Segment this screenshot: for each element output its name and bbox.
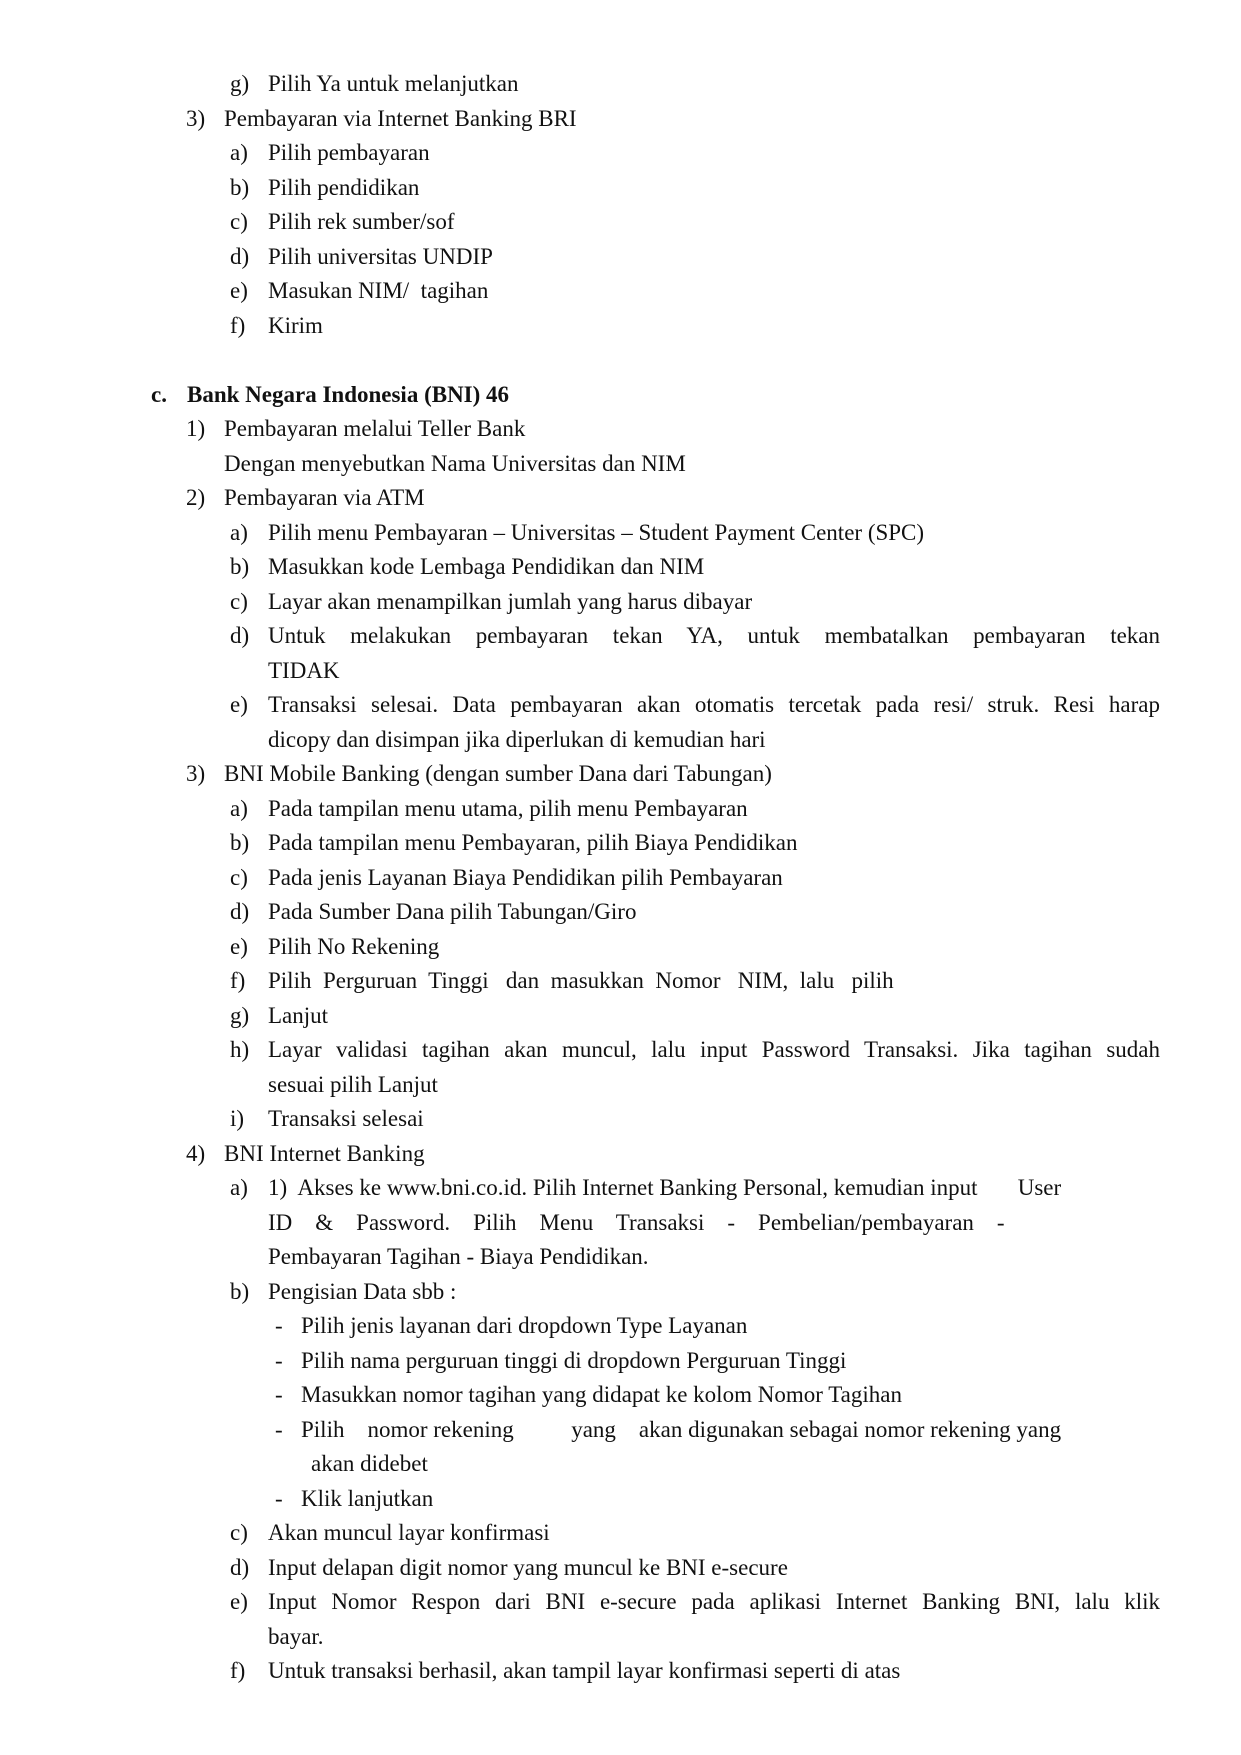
item-text: Pilih jenis layanan dari dropdown Type Layanan	[301, 1313, 748, 1338]
item-marker: c)	[230, 209, 248, 234]
item-marker: h)	[230, 1037, 250, 1062]
item-marker: d)	[230, 899, 250, 924]
list-item	[0, 1275, 1241, 1310]
item-text: dicopy dan disimpan jika diperlukan di kemudian hari	[268, 726, 766, 752]
item-text: Pilih menu Pembayaran – Universitas – Student Payment Center (SPC)	[268, 519, 925, 545]
list-item	[0, 481, 1241, 516]
list-item	[0, 585, 1241, 620]
item-text: Dengan menyebutkan Nama Universitas dan NIM	[224, 450, 686, 476]
item-marker: f)	[230, 1658, 246, 1683]
item-text: Pilih rek sumber/sof	[268, 209, 455, 234]
item-text: Pilih Ya untuk melanjutkan	[268, 71, 519, 96]
item-text: Transaksi selesai. Data pembayaran akan otomatis tercetak pada resi/ struk. Resi harap	[268, 692, 1160, 717]
list-item	[0, 412, 1241, 447]
item-text: Pilih nama perguruan tinggi di dropdown Perguruan Tinggi	[301, 1347, 847, 1373]
item-text: Input Nomor Respon dari BNI e-secure pada aplikasi Internet Banking BNI, lalu klik	[268, 1589, 1160, 1614]
item-text: Pilih pembayaran	[268, 140, 430, 165]
item-text: sesuai pilih Lanjut	[268, 1071, 438, 1097]
list-item	[0, 1516, 1241, 1551]
list-item	[0, 205, 1241, 240]
item-marker: a)	[230, 1175, 248, 1200]
list-item	[0, 999, 1241, 1034]
list-item-continuation	[0, 1620, 1241, 1655]
bullet-item	[0, 1482, 1241, 1517]
list-item	[0, 516, 1241, 551]
list-item	[0, 1654, 1241, 1689]
list-item	[0, 1171, 1241, 1206]
bullet-dash: -	[275, 1382, 283, 1407]
list-item	[0, 136, 1241, 171]
item-text: Pada tampilan menu Pembayaran, pilih Biaya Pendidikan	[268, 830, 798, 855]
item-text: Untuk melakukan pembayaran tekan YA, untuk membatalkan pembayaran tekan	[268, 623, 1160, 648]
item-marker: e)	[230, 1589, 248, 1614]
list-item	[0, 67, 1241, 102]
item-marker: a)	[230, 140, 248, 165]
item-text: Pada jenis Layanan Biaya Pendidikan pilih Pembayaran	[268, 864, 783, 890]
item-text: Pembayaran melalui Teller Bank	[224, 416, 526, 441]
list-item	[0, 861, 1241, 896]
item-marker: g)	[230, 71, 250, 96]
item-marker: b)	[230, 174, 250, 200]
item-marker: b)	[230, 1278, 250, 1304]
item-text: Pilih pendidikan	[268, 174, 420, 200]
item-text: Masukan NIM/ tagihan	[268, 278, 489, 303]
item-text: TIDAK	[268, 657, 340, 683]
list-item	[0, 1102, 1241, 1137]
item-marker: 3)	[186, 105, 206, 131]
item-text: Pada tampilan menu utama, pilih menu Pembayaran	[268, 795, 748, 821]
item-text: BNI Mobile Banking (dengan sumber Dana dari Tabungan)	[224, 761, 772, 786]
section-heading	[0, 378, 1241, 413]
item-marker: f)	[230, 312, 246, 338]
bullet-item	[0, 1309, 1241, 1344]
item-text: Kirim	[268, 312, 323, 338]
bullet-item	[0, 1344, 1241, 1379]
item-text: Pada Sumber Dana pilih Tabungan/Giro	[268, 899, 637, 924]
item-marker: a)	[230, 795, 248, 821]
item-text: Layar validasi tagihan akan muncul, lalu input Password Transaksi. Jika tagihan sudah	[268, 1037, 1160, 1062]
list-item	[0, 309, 1241, 344]
bullet-item	[0, 1413, 1241, 1448]
item-text: Pembayaran via Internet Banking BRI	[224, 105, 577, 131]
section-title: Bank Negara Indonesia (BNI) 46	[187, 381, 510, 407]
item-text: BNI Internet Banking	[224, 1140, 425, 1166]
bullet-item	[0, 1378, 1241, 1413]
item-text: Input delapan digit nomor yang muncul ke BNI e-secure	[268, 1554, 788, 1580]
item-marker: g)	[230, 1002, 250, 1028]
list-item	[0, 792, 1241, 827]
item-text: Untuk transaksi berhasil, akan tampil layar konfirmasi seperti di atas	[268, 1658, 901, 1683]
list-item	[0, 757, 1241, 792]
list-item	[0, 826, 1241, 861]
list-item-continuation	[0, 1206, 1241, 1241]
section-marker: c.	[151, 381, 167, 407]
item-text: ID & Password. Pilih Menu Transaksi - Pembelian/pembayaran -	[268, 1209, 1005, 1235]
list-item-continuation	[0, 723, 1241, 758]
item-marker: b)	[230, 554, 250, 579]
item-text: Pilih Perguruan Tinggi dan masukkan Nomor NIM, lalu pilih	[268, 968, 894, 993]
list-item	[0, 171, 1241, 206]
item-marker: f)	[230, 968, 246, 993]
blank-line	[0, 343, 1241, 378]
list-item	[0, 930, 1241, 965]
item-marker: a)	[230, 519, 248, 545]
item-text: Masukkan nomor tagihan yang didapat ke kolom Nomor Tagihan	[301, 1382, 902, 1407]
item-text: Pilih No Rekening	[268, 933, 440, 959]
item-marker: c)	[230, 864, 248, 890]
item-text: 1) Akses ke www.bni.co.id. Pilih Internet Banking Personal, kemudian input User	[268, 1175, 1062, 1200]
item-marker: e)	[230, 933, 248, 959]
list-item-continuation	[0, 654, 1241, 689]
list-item	[0, 240, 1241, 275]
list-item	[0, 1033, 1241, 1068]
list-item	[0, 964, 1241, 999]
item-marker: 1)	[186, 416, 206, 441]
item-text: Akan muncul layar konfirmasi	[268, 1520, 550, 1545]
list-item-continuation	[0, 1240, 1241, 1275]
item-marker: e)	[230, 278, 248, 303]
item-text: Layar akan menampilkan jumlah yang harus dibayar	[268, 588, 753, 614]
bullet-dash: -	[275, 1485, 283, 1511]
bullet-dash: -	[275, 1416, 283, 1442]
item-marker: b)	[230, 830, 250, 855]
list-item	[0, 550, 1241, 585]
item-text: Pilih universitas UNDIP	[268, 243, 493, 269]
bullet-item-continuation	[0, 1447, 1241, 1482]
list-item-continuation	[0, 447, 1241, 482]
bullet-dash: -	[275, 1347, 283, 1373]
list-item	[0, 102, 1241, 137]
item-marker: d)	[230, 243, 250, 269]
list-item	[0, 1551, 1241, 1586]
item-text: Masukkan kode Lembaga Pendidikan dan NIM	[268, 554, 705, 579]
item-text: akan didebet	[311, 1451, 428, 1476]
list-item	[0, 274, 1241, 309]
item-marker: c)	[230, 1520, 248, 1545]
item-marker: c)	[230, 588, 248, 614]
item-marker: i)	[230, 1106, 245, 1131]
item-text: Pembayaran via ATM	[224, 485, 425, 510]
item-marker: d)	[230, 1554, 250, 1580]
item-text: Pembayaran Tagihan - Biaya Pendidikan.	[268, 1244, 649, 1269]
item-marker: 3)	[186, 761, 206, 786]
item-text: Klik lanjutkan	[301, 1485, 434, 1511]
item-text: bayar.	[268, 1623, 324, 1649]
item-text: Pengisian Data sbb :	[268, 1278, 457, 1304]
item-marker: 4)	[186, 1140, 206, 1166]
list-item	[0, 1137, 1241, 1172]
item-marker: 2)	[186, 485, 206, 510]
bullet-dash: -	[275, 1313, 283, 1338]
list-item	[0, 688, 1241, 723]
item-text: Pilih nomor rekening yang akan digunakan sebagai nomor rekening yang	[301, 1416, 1062, 1442]
item-text: Transaksi selesai	[268, 1106, 424, 1131]
item-text: Lanjut	[268, 1002, 329, 1028]
item-marker: e)	[230, 692, 248, 717]
list-item	[0, 895, 1241, 930]
list-item-continuation	[0, 1068, 1241, 1103]
list-item	[0, 619, 1241, 654]
list-item	[0, 1585, 1241, 1620]
item-marker: d)	[230, 623, 250, 648]
